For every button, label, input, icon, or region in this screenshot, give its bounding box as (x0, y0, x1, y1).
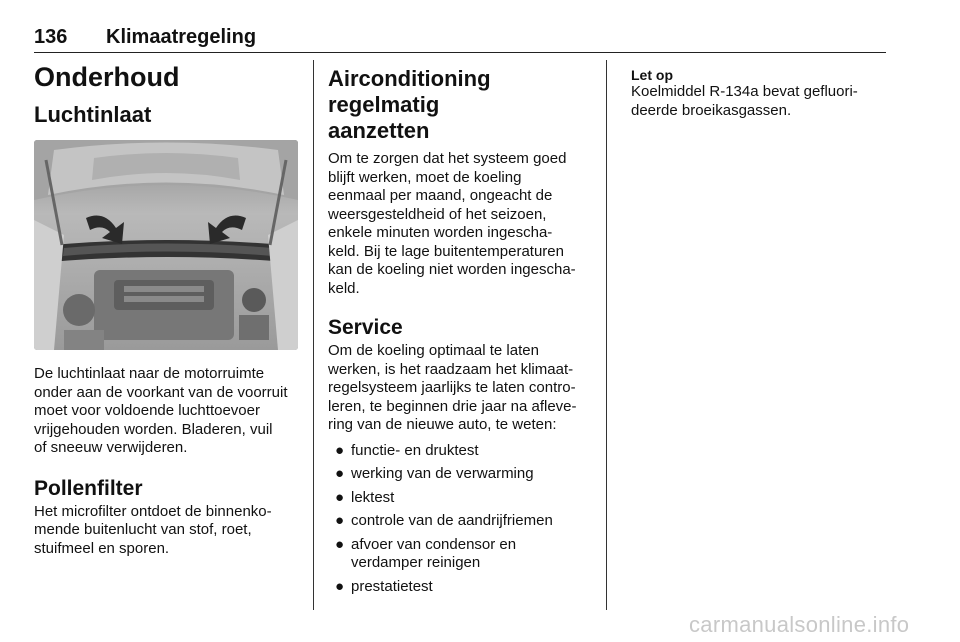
section-heading (328, 66, 592, 144)
list-item: ● afvoer van condensor en verdamper reinigen (335, 535, 517, 571)
column-divider (606, 60, 607, 610)
bullet-icon: ● (335, 465, 345, 482)
paragraph-line: weersgesteldheid of het seizoen, (328, 205, 547, 223)
bullet-icon: ● (335, 535, 345, 553)
bullet-icon: ● (335, 512, 345, 529)
paragraph-line: mende buitenlucht van stof, roet, (34, 521, 252, 538)
column-divider (313, 60, 314, 610)
watermark: carmanualsonline.info (689, 612, 910, 637)
paragraph-line: vrijgehouden worden. Bladeren, vuil (34, 420, 273, 438)
paragraph-line: kan de koeling niet worden ingescha- (328, 261, 576, 278)
heading-line: aanzetten (328, 118, 430, 143)
paragraph-line: Het microfilter ontdoet de binnenko- (34, 502, 272, 520)
list-item: ● prestatietest (335, 577, 433, 595)
subsection-heading: Service (328, 316, 403, 339)
note-label: Let op (631, 67, 673, 83)
bullet-icon: ● (335, 441, 345, 459)
engine-bay-arrows-photo-icon (34, 140, 298, 350)
subsection-heading: Luchtinlaat (34, 102, 152, 127)
paragraph-line: blijft werken, moet de koeling (328, 168, 522, 186)
list-item: ● functie- en druktest (335, 441, 479, 459)
paragraph-line: enkele minuten worden ingescha- (328, 224, 553, 241)
heading-line: Airconditioning regelmatig (328, 66, 491, 117)
page-number: 136 (34, 26, 68, 48)
paragraph-line: ring van de nieuwe auto, te weten: (328, 416, 557, 433)
list-item: ● lektest (335, 488, 395, 506)
paragraph-line: of sneeuw verwijderen. (34, 439, 188, 456)
paragraph-line: keld. (328, 279, 360, 297)
list-item: ● controle van de aandrijfriemen (335, 512, 553, 529)
column-2 (328, 60, 592, 601)
engine-bay-photo (34, 140, 298, 350)
paragraph-line: eenmaal per maand, ongeacht de (328, 187, 553, 204)
page-header (34, 26, 886, 53)
subsection-heading: Pollenfilter (34, 476, 143, 500)
paragraph-line: Om de koeling optimaal te laten (328, 342, 539, 359)
paragraph-line: onder aan de voorkant van de voorruit (34, 383, 288, 401)
section-heading: Onderhoud (34, 62, 180, 92)
paragraph-line: leren, te beginnen drie jaar na afleve- (328, 397, 577, 415)
paragraph-line: werken, is het raadzaam het klimaat- (328, 360, 574, 378)
service-checklist (328, 442, 592, 597)
column-3 (631, 60, 881, 120)
bullet-icon: ● (335, 488, 345, 506)
chapter-title: Klimaatregeling (106, 26, 257, 48)
paragraph-line: stuifmeel en sporen. (34, 539, 170, 557)
paragraph-line: regelsysteem jaarlijks te laten contro- (328, 379, 576, 396)
note-line: deerde broeikasgassen. (631, 101, 792, 119)
bullet-icon: ● (335, 577, 345, 595)
paragraph-line: De luchtinlaat naar de motorruimte (34, 365, 265, 382)
note-line: Koelmiddel R-134a bevat gefluori- (631, 83, 858, 100)
paragraph-line: moet voor voldoende luchttoevoer (34, 402, 260, 419)
column-1 (34, 60, 298, 558)
paragraph-line: Om te zorgen dat het systeem goed (328, 150, 567, 167)
paragraph-line: keld. Bij te lage buitentemperaturen (328, 242, 564, 260)
list-item: ● werking van de verwarming (335, 465, 534, 482)
